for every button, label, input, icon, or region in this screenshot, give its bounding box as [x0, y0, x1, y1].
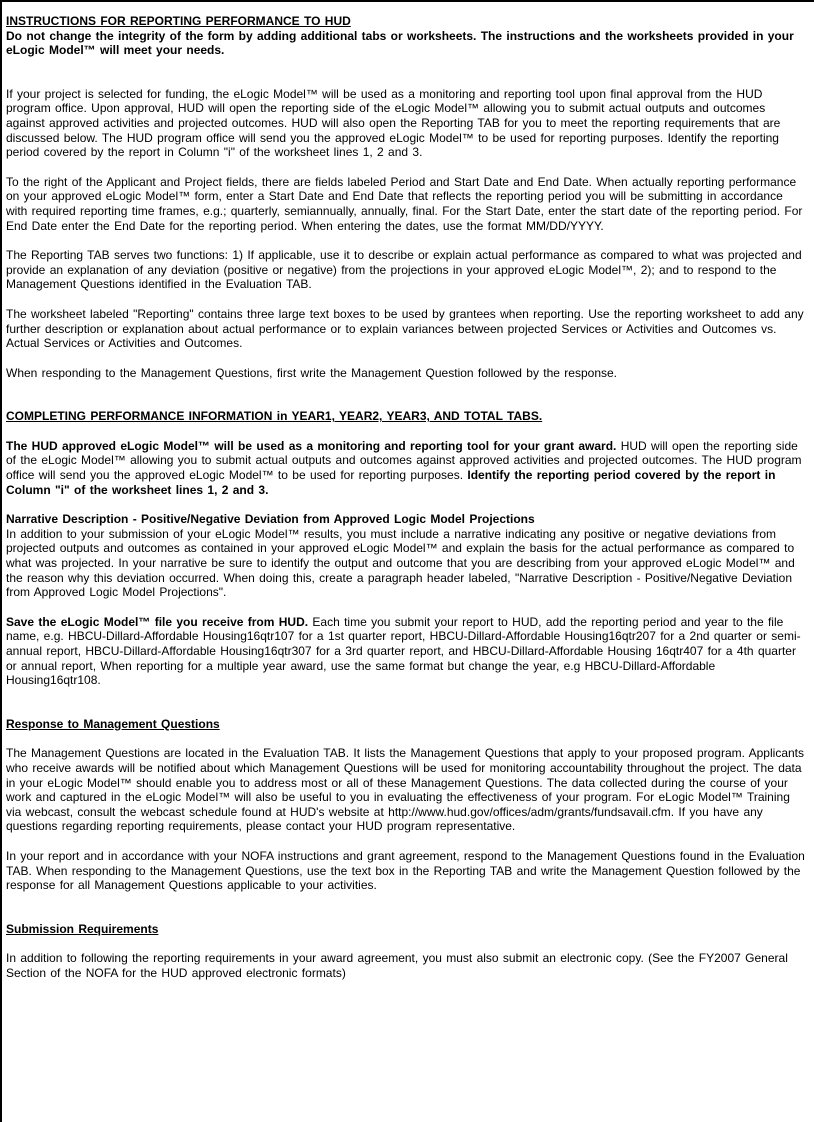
paragraph-management-questions-report: In your report and in accordance with your NOFA instructions and grant agreement, respond to the Management Questions found in the Evaluation TAB. When responding to the Management Questions, use the text box in the Reporting TAB and write the Management Question followed by the response for all Management Questions applicable to your activities. — [6, 848, 805, 893]
paragraph-funding: If your project is selected for funding, the eLogic Model™ will be used as a monitoring and reporting tool upon final approval from the HUD program office. Upon approval, HUD will open the reporting side of the eLogic Model™ allowing you to submit actual outputs and outcomes against approved activities and projected outcomes. HUD will also open the Reporting TAB for you to meet the reporting requirements that are discussed below. The HUD program office will send you the approved eLogic Model™ to be used for reporting purposes. Identify the reporting period covered by the report in Column "i" of the worksheet lines 1, 2 and 3. — [6, 86, 781, 160]
paragraph-respond-management-questions: When responding to the Management Questions, first write the Management Question followed by the response. — [6, 365, 617, 380]
hud-approved-normal-mid: HUD will open the reporting side of the eLogic Model™ allowing you to submit actual outputs and outcomes against approved activities and projected outcomes. The HUD program office will send you the approved eLogic Model™ to be used for reporting purposes. — [6, 438, 802, 483]
save-file-bold-lead: Save the eLogic Model™ file you receive from HUD. — [6, 614, 309, 629]
paragraph-management-questions-located: The Management Questions are located in the Evaluation TAB. It lists the Management Questions that apply to your proposed program. Applicants who receive awards will be notified about which Management Questions will be used for monitoring accountability throughout the project. The data in your eLogic Model™ should enable you to address most or all of these Management Questions. The data collected during the course of your work and captured in the eLogic Model™ will also be useful to you in evaluating the effectiveness of your program. For eLogic Model™ Training via webcast, consult the webcast schedule found at HUD's website at http://www.hud.gov/offices/adm/grants/fundsavail.cfm. If you have any questions regarding reporting requirements, please contact your HUD program representative. — [6, 746, 804, 834]
heading-narrative-description: Narrative Description - Positive/Negative Deviation from Approved Logic Model Projections — [6, 512, 535, 527]
paragraph-reporting-tab: The Reporting TAB serves two functions: 1) If applicable, use it to describe or explain actual performance as compared to what was projected and provide an explanation of any deviation (positive or negative) from the projections in your approved eLogic Model™, 2); and to respond to the Management Questions identified in the Evaluation TAB. — [6, 248, 802, 292]
page-title: INSTRUCTIONS FOR REPORTING PERFORMANCE TO HUD — [6, 14, 351, 28]
hud-approved-bold-lead: The HUD approved eLogic Model™ will be used as a monitoring and reporting tool for your grant award. — [6, 438, 617, 453]
paragraph-period-fields: To the right of the Applicant and Project fields, there are fields labeled Period and Start Date and End Date. When actually reporting performance on your approved eLogic Model™ form, enter a Start Date and End Date that reflects the reporting period you will be submitting in accordance with required reporting time frames, e.g.; quarterly, semiannually, annually, final. For the Start Date, enter the start date of the reporting period. For End Date enter the End Date for the reporting period. When entering the dates, use the format MM/DD/YYYY. — [6, 174, 803, 233]
paragraph-submission-requirements: In addition to following the reporting requirements in your award agreement, you must also submit an electronic copy. (See the FY2007 General Section of the NOFA for the HUD approved electronic formats) — [6, 951, 788, 980]
paragraph-save-file — [6, 615, 806, 688]
heading-response-management-questions: Response to Management Questions — [6, 716, 220, 731]
paragraph-hud-approved — [6, 439, 806, 497]
heading-submission-requirements: Submission Requirements — [6, 921, 159, 936]
paragraph-narrative-description: In addition to your submission of your eLogic Model™ results, you must include a narrative indicating any positive or negative deviations from projected outputs and outcomes as contained in your approved eLogic Model™ and explain the basis for the actual performance as compared to what was projected. In your narrative be sure to identify the output and outcome that you are describing from your approved eLogic Model™ and the reason why this deviation occurred. When doing this, create a paragraph header labeled, "Narrative Description - Positive/Negative Deviation from Approved Logic Model Projections". — [6, 526, 795, 600]
heading-completing-performance: COMPLETING PERFORMANCE INFORMATION in YEAR1, YEAR2, YEAR3, AND TOTAL TABS. — [6, 409, 543, 424]
save-file-normal-tail: Each time you submit your report to HUD, add the reporting period and year to the file name, e.g. HBCU-Dillard-Affordable Housing16qtr107 for a 1st quarter report, HBCU-Dillard-Affordable Housing16qtr207 for a 2nd quarter or semi-annual report, HBCU-Dillard-Affordable Housing16qtr307 for a 3rd quarter report, and HBCU-Dillard-Affordable Housing 16qtr407 for a 4th quarter or annual report, When reporting for a multiple year award, use the same format but change the year, e.g HBCU-Dillard-Affordable Housing16qtr108. — [6, 614, 801, 688]
paragraph-integrity-notice: Do not change the integrity of the form by adding additional tabs or worksheets. The instructions and the worksheets provided in your eLogic Model™ will meet your needs. — [6, 28, 794, 58]
paragraph-reporting-worksheet: The worksheet labeled "Reporting" contains three large text boxes to be used by grantees when reporting. Use the reporting worksheet to add any further description or explanation about actual performance or to explain variances between projected Services or Activities and Outcomes vs. Actual Services or Activities and Outcomes. — [6, 306, 804, 351]
hud-approved-bold-tail: Identify the reporting period covered by the report in Column "i" of the worksheet lines 1, 2 and 3. — [6, 468, 776, 497]
